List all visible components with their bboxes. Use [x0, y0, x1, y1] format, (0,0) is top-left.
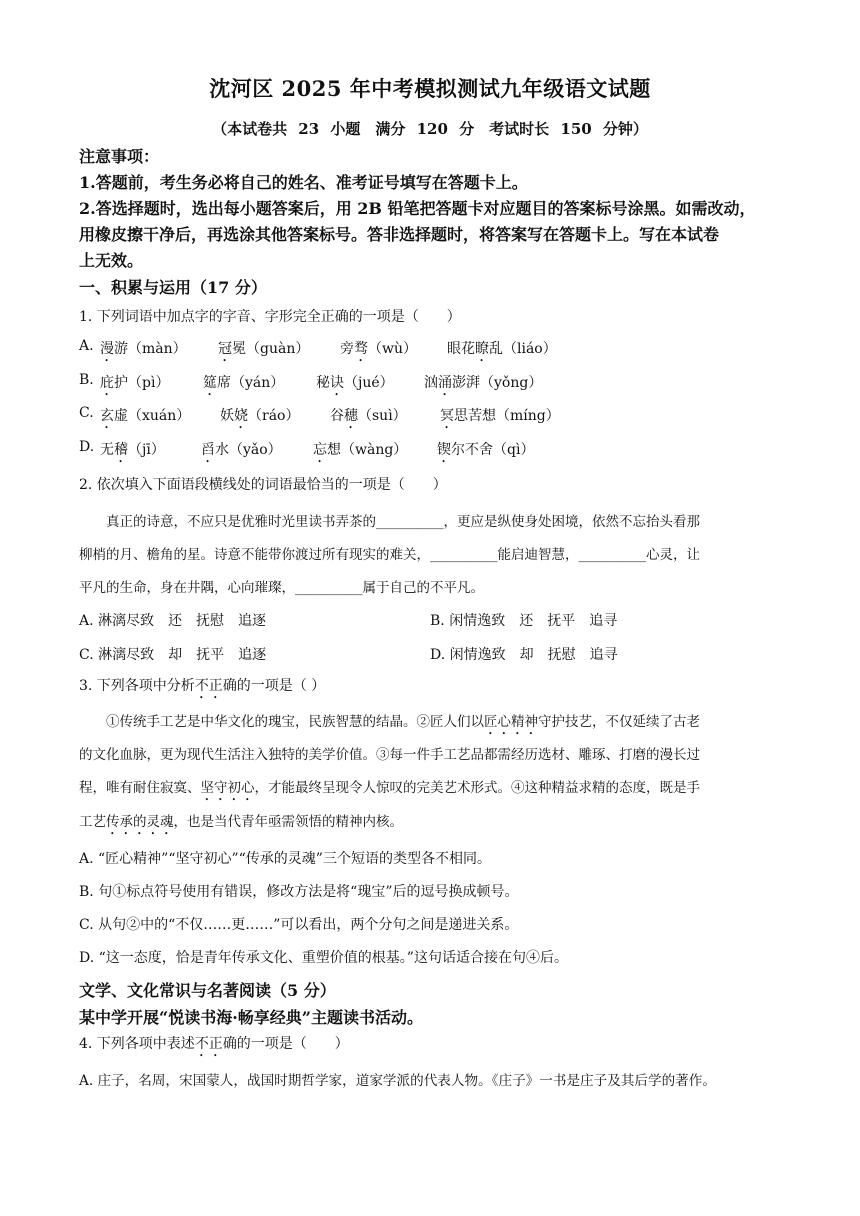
q1-option-c-word-4: 冥思苦想（míng） [440, 408, 560, 424]
q1-option-d-word-1: 无稽（jī） [100, 442, 165, 458]
q1-option-b-label: B. [79, 372, 94, 388]
q2-stem: 2. 依次填入下面语段横线处的词语最恰当的一项是（ ） [79, 477, 447, 493]
q3-passage-line-2: 的文化血脉，更为现代生活注入独特的美学价值。③每一件手工艺品都需经历选材、雕琢、打磨的漫长过 [79, 747, 700, 763]
notice-item-2-line-1: 2.答选择题时，选出每小题答案后，用 2B 铅笔把答题卡对应题目的答案标号涂黑。如需改动， [79, 199, 756, 218]
q1-option-c-word-1: 玄虚（xuán） [100, 408, 191, 424]
notice-item-1: 1.答题前，考生务必将自己的姓名、准考证号填写在答题卡上。 [79, 173, 528, 192]
q2-passage-line-3: 平凡的生命，身在井隅，心向璀璨，__________属于自己的不平凡。 [79, 580, 484, 596]
q4-stem-post: 确的一项是（ ） [222, 1036, 349, 1052]
q2-option-d: D. 闲情逸致 却 抚慰 追寻 [430, 647, 618, 663]
q3-passage-line-3: 程，唯有耐住寂寞、坚守初心，才能最终呈现令人惊叹的完美艺术形式。④这种精益求精的态度，既是手 [79, 780, 700, 796]
q1-option-a-word-3: 旁骛（wù） [340, 341, 417, 357]
q1-option-d-word-3: 忘想（wàng） [313, 442, 408, 458]
q1-option-a-word-4: 眼花瞭乱（liáo） [447, 341, 557, 357]
q3-stem-emphasis: 不正 [194, 678, 223, 694]
q1-stem: 1. 下列词语中加点字的字音、字形完全正确的一项是（ ） [79, 309, 461, 325]
q2-option-a: A. 淋漓尽致 还 抚慰 追逐 [79, 613, 267, 629]
q1-option-d-word-4: 锲尔不舍（qì） [437, 442, 535, 458]
q1-option-c-word-3: 谷穗（suì） [330, 408, 407, 424]
q2-option-c: C. 淋漓尽致 却 抚平 追逐 [79, 647, 267, 663]
q1-option-d-word-2: 舀水（yǎo） [201, 442, 282, 458]
exam-subtitle: （本试卷共 23 小题 满分 120 分 考试时长 150 分钟） [212, 120, 648, 138]
notice-item-2-line-2: 用橡皮擦干净后，再选涂其他答案标号。答非选择题时，将答案写在答题卡上。写在本试卷 [79, 225, 720, 244]
notice-item-2-line-3: 上无效。 [79, 251, 144, 270]
page-title: 沈河区 2025 年中考模拟测试九年级语文试题 [209, 76, 651, 101]
q1-option-d-label: D. [79, 439, 95, 455]
q1-option-b-word-2: 筵席（yán） [203, 375, 285, 391]
q4-stem-pre: 4. 下列各项中表述 [79, 1036, 195, 1052]
q1-option-b-word-1: 庇护（pì） [100, 375, 170, 391]
q3-option-d: D. “这一态度，恰是青年传承文化、重塑价值的根基。”这句话适合接在句④后。 [79, 950, 568, 966]
q4-option-a: A. 庄子，名周，宋国蒙人，战国时期哲学家，道家学派的代表人物。《庄子》一书是庄子及其后学的著作。 [79, 1073, 716, 1089]
section-heading-2: 文学、文化常识与名著阅读（5 分） [79, 981, 336, 1000]
q2-option-b: B. 闲情逸致 还 抚平 追寻 [430, 613, 618, 629]
q4-stem [79, 1033, 349, 1060]
q1-option-b-word-4: 汹涌澎湃（yǒng） [424, 375, 543, 391]
q1-option-c-word-2: 妖娆（ráo） [220, 408, 300, 424]
q3-stem [79, 675, 325, 702]
q3-passage-line-4: 工艺传承的灵魂，也是当代青年亟需领悟的精神内核。 [79, 814, 403, 830]
q4-stem-emphasis: 不正 [194, 1036, 223, 1052]
section-heading-1: 一、积累与运用（17 分） [79, 278, 267, 297]
q1-option-a-label: A. [79, 338, 94, 354]
q3-stem-pre: 3. 下列各项中分析 [79, 678, 195, 694]
q3-option-c: C. 从句②中的“不仅……更……”可以看出，两个分句之间是递进关系。 [79, 917, 519, 933]
q3-passage-line-1: ①传统手工艺是中华文化的瑰宝，民族智慧的结晶。②匠人们以匠心精神守护技艺，不仅延续了古老 [79, 714, 700, 730]
notice-heading: 注意事项： [79, 147, 160, 166]
q3-option-b: B. 句①标点符号使用有错误，修改方法是将“瑰宝”后的逗号换成顿号。 [79, 884, 519, 900]
q1-option-a-word-1: 漫游（màn） [100, 341, 187, 357]
q1-option-c-label: C. [79, 405, 94, 421]
q3-option-a: A. “匠心精神”“坚守初心”“传承的灵魂”三个短语的类型各不相同。 [79, 851, 491, 867]
q2-passage-line-1: 真正的诗意，不应只是优雅时光里读书弄茶的__________，更应是纵使身处困境，依然不忘抬头看那 [79, 514, 700, 530]
q2-passage-line-2: 柳梢的月、檐角的星。诗意不能带你渡过所有现实的难关，__________能启迪智慧，__________心灵，让 [79, 547, 700, 563]
q1-option-a-word-2: 冠冕（guàn） [218, 341, 310, 357]
q1-option-b-word-3: 秘诀（jué） [316, 375, 394, 391]
activity-heading: 某中学开展“悦读书海·畅享经典”主题读书活动。 [79, 1008, 423, 1027]
q3-stem-post: 确的一项是（ ） [222, 678, 326, 694]
